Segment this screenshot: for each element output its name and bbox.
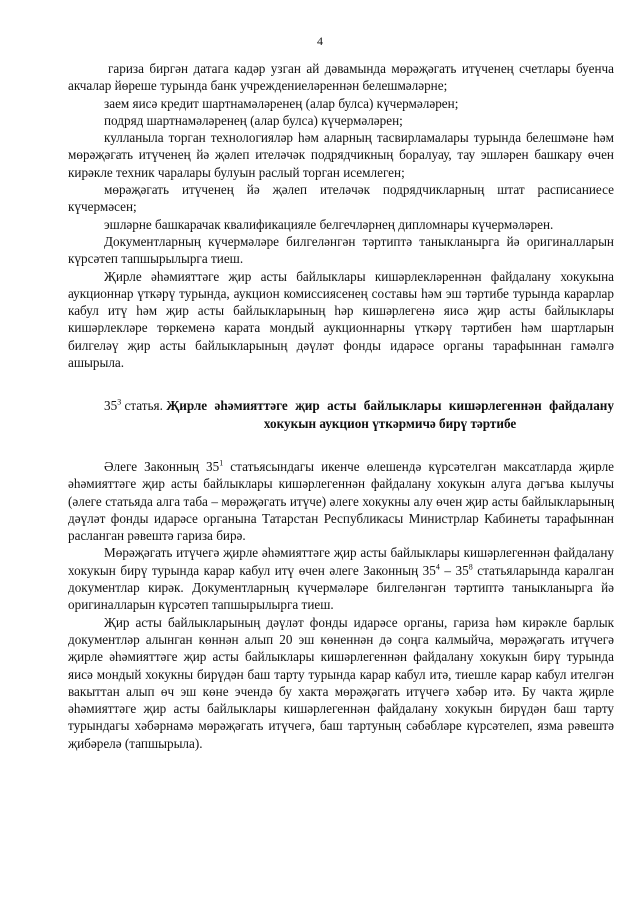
paragraph: Җир асты байлыкларының дәүләт фонды идарәсе органы, гариза һәм кирәкле барлык документләр алынган көннән алып 20 эш көненнән дә соңга калмыйча, мөрәҗәгать итүчегә җирле әһәмияттәге җир асты байлыклары кишәрлегеннән файдалану хокукын бирү турында яисә мондый хокукны бирүдән баш тарту турында карар кабул итә, тиешле карар кабул ителгән вакыттан алып өч эш көне эчендә бу хакта мөрәҗәгать итүчегә хәбәр итә. Бу чакта җирле әһәмияттәге җир асты байлыклары кишәрлегеннән файдалану хокукын бирүдән баш тарту турындагы хәбәрнамә мөрәҗәгать итүчегә, баш тартуның сәбәбләре күрсәтелеп, язма рәвештә җибәрелә (тапшырыла). [68,614,614,751]
paragraph: Әлеге Законның $35^1$ статьясындагы икенче өлешендә күрсәтелгән максатларда җирле әһәмияттәге җир асты байлыклары кишәрлегеннән файдалану хокукын алуга дәгъва кылучы (әлеге статьяда алга таба – мөрәҗәгать итүче) әлеге хокукны алу өчен җир асты байлыкларының дәүләт фонды идарәсе органына Татарстан Республикасы Министрлар Кабинеты тарафыннан расланган рәвештә гариза бирә. [68,458,615,544]
article-number: $35^3$ статья. [104,397,163,414]
paragraph-list-top [68,60,614,371]
paragraph: мөрәҗәгать итүченең йә җәлеп ителәчәк подрядчикларның штат расписаниесе күчермәсен; [68,182,614,215]
paragraph: Мөрәҗәгать итүчегә җирле әһәмияттәге җир асты байлыклары кишәрлегеннән файдалану хокукын бирү турында карар кабул итү өчен әлеге Законның $35^4 - 35^8$ статьяларында каралган документлар кирәк. Документларның күчермәләре билгеләнгән тәртиптә таныкланырга йә оригиналларын күрсәтеп тапшырылырга тиеш. [68,545,614,613]
article-heading [68,397,614,432]
paragraph: кулланыла торган технологияләр һәм аларның тасвирламалары турында белешмәне һәм мөрәҗәгать итүченең йә җәлеп ителәчәк подрядчикның боралуау, тау эшләрен башкару өчен кирәкле техник чаралары булуын раслый торган исемлеген; [68,130,614,180]
article-title: Җирле әһәмияттәге җир асты байлыклары кишәрлегеннән файдалану хокукын аукцион үткәрмичә бирү тәртибе [166,398,614,431]
paragraph: гариза биргән датага кадәр узган ай дәвамында мөрәҗәгать итүченең счетлары буенча акчалар йөреше турында банк учреждениеләреннән белешмәләрне; [68,61,614,94]
paragraph: эшләрне башкарачак квалификацияле белгечләрнең дипломнары күчермәләрен. [104,216,554,232]
paragraph: Җирле әһәмияттәге җир асты байлыклары кишәрлекләреннән файдалану хокукына аукционнар үткәрү турында, аукцион комиссиясенең составы һәм эш тәртибе турында карарлар кабул итү һәм җир асты байлыкларының һәр кишәрлегенә яисә җир асты байлыклары кишәрлекләре төркеменә карата мондый аукционнарны үткәрү тәртибен һәм шартларын билгеләү җир асты байлыкларының дәүләт фонды идарәсе органы тарафыннан гамәлгә ашырыла. [68,268,614,371]
page-number: 4 [317,34,323,48]
paragraph: подряд шартнамәләренең (алар булса) күчермәләрен; [104,112,403,128]
paragraph: Документларның күчермәләре билгеләнгән тәртиптә таныкланырга йә оригиналларын күрсәтеп тапшырылырга тиеш. [68,233,614,267]
paragraph: заем яисә кредит шартнамәләренең (алар булса) күчермәләрен; [104,95,459,111]
